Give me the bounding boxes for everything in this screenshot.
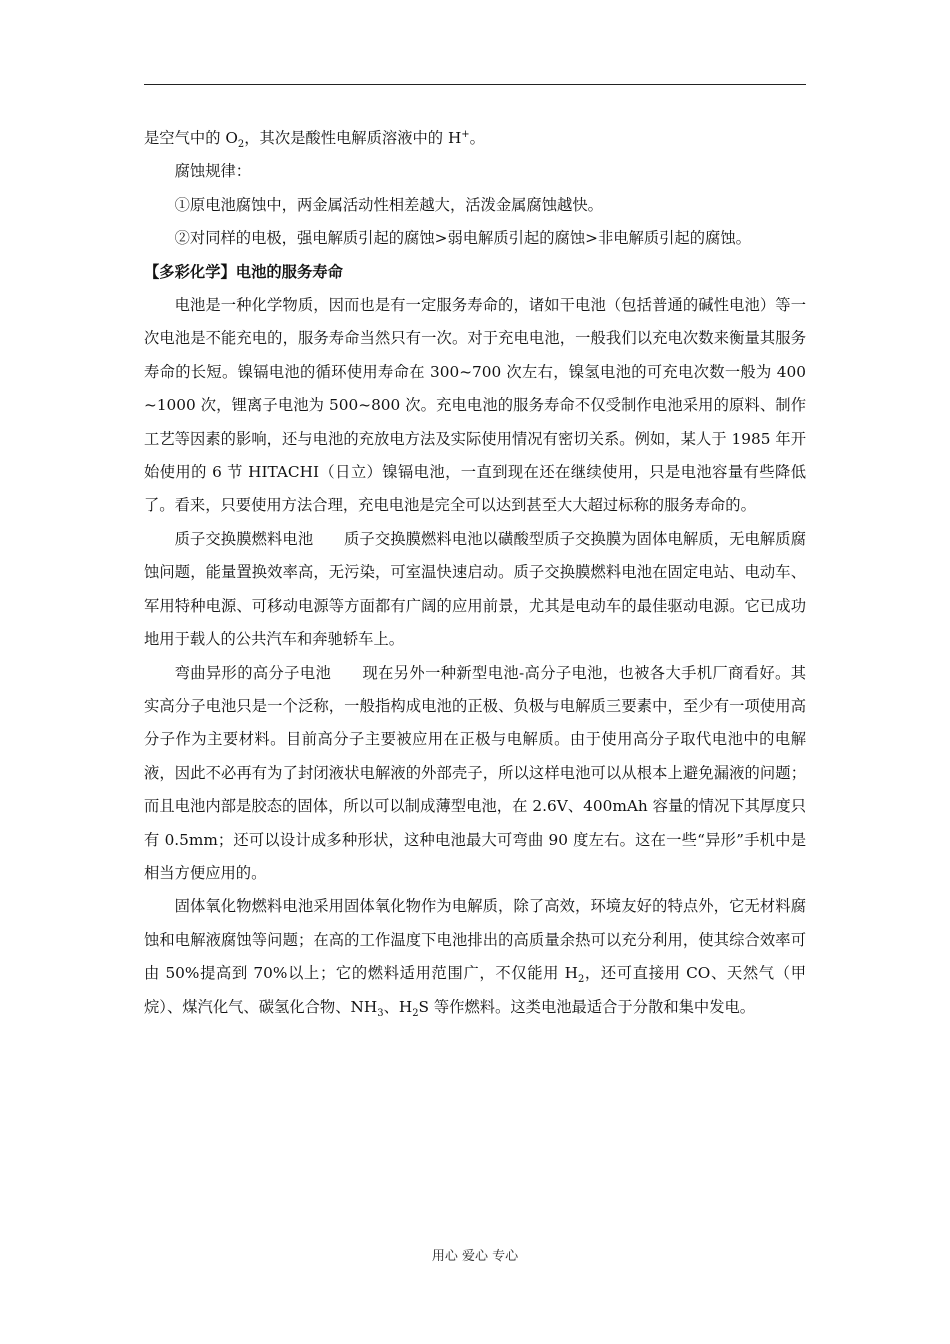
- paragraph: 腐蚀规律：: [174, 162, 252, 181]
- section-heading: 【多彩化学】电池的服务寿命: [144, 262, 343, 281]
- paragraph: 电池是一种化学物质，因而也是有一定服务寿命的，诸如干电池（包括普通的碱性电池）等一次电池是不能充电的，服务寿命当然只有一次。对于充电电池，一般我们以充电次数来衡量其服务寿命的长短。镍镉电池的循环使用寿命在 300~700 次左右，镍氢电池的可充电次数一般为 400~1000 次，锂离子电池为 500~800 次。充电电池的服务寿命不仅受制作电池采用的原料、制作工艺等因素的影响，还与电池的充放电方法及实际使用情况有密切关系。例如，某人于 1985 年开始使用的 6 节 HITACHI（日立）镍镉电池，一直到现在还在继续使用，只是电池容量有些降低了。看来，只要使用方法合理，充电电池是完全可以达到甚至大大超过标称的服务寿命的。: [144, 296, 806, 515]
- page-footer: 用心 爱心 专心: [431, 1249, 519, 1264]
- document-body: [144, 122, 806, 1024]
- paragraph: ①原电池腐蚀中，两金属活动性相差越大，活泼金属腐蚀越快。: [174, 195, 603, 214]
- header-rule: [144, 84, 806, 85]
- paragraph: ②对同样的电极，强电解质引起的腐蚀>弱电解质引起的腐蚀>非电解质引起的腐蚀。: [174, 229, 751, 248]
- paragraph: 弯曲异形的高分子电池 现在另外一种新型电池-高分子电池，也被各大手机厂商看好。其实高分子电池只是一个泛称，一般指构成电池的正极、负极与电解质三要素中，至少有一项使用高分子作为主要材料。目前高分子主要被应用在正极与电解质。由于使用高分子取代电池中的电解液，因此不必再有为了封闭液状电解液的外部壳子，所以这样电池可以从根本上避免漏液的问题；而且电池内部是胶态的固体，所以可以制成薄型电池，在 2.6V、400mAh 容量的情况下其厚度只有 0.5mm；还可以设计成多种形状，这种电池最大可弯曲 90 度左右。这在一些“异形”手机中是相当方便应用的。: [144, 663, 806, 882]
- paragraph: 质子交换膜燃料电池 质子交换膜燃料电池以磺酸型质子交换膜为固体电解质，无电解质腐蚀问题，能量置换效率高，无污染，可室温快速启动。质子交换膜燃料电池在固定电站、电动车、军用特种电源、可移动电源等方面都有广阔的应用前景，尤其是电动车的最佳驱动电源。它已成功地用于载人的公共汽车和奔驰轿车上。: [144, 529, 806, 649]
- paragraph: 固体氧化物燃料电池采用固体氧化物作为电解质，除了高效，环境友好的特点外，它无材料腐蚀和电解液腐蚀等问题；在高的工作温度下电池排出的高质量余热可以充分利用，使其综合效率可由 50%提高到 70%以上；它的燃料适用范围广，不仅能用 $H_2$，还可直接用 CO、天然气（甲烷）、煤汽化气、碳氢化合物、$NH_3$、$H_2S$ 等作燃料。这类电池最适合于分散和集中发电。: [144, 897, 806, 1019]
- paragraph: 是空气中的 $O_2$，其次是酸性电解质溶液中的 H+。: [144, 128, 485, 151]
